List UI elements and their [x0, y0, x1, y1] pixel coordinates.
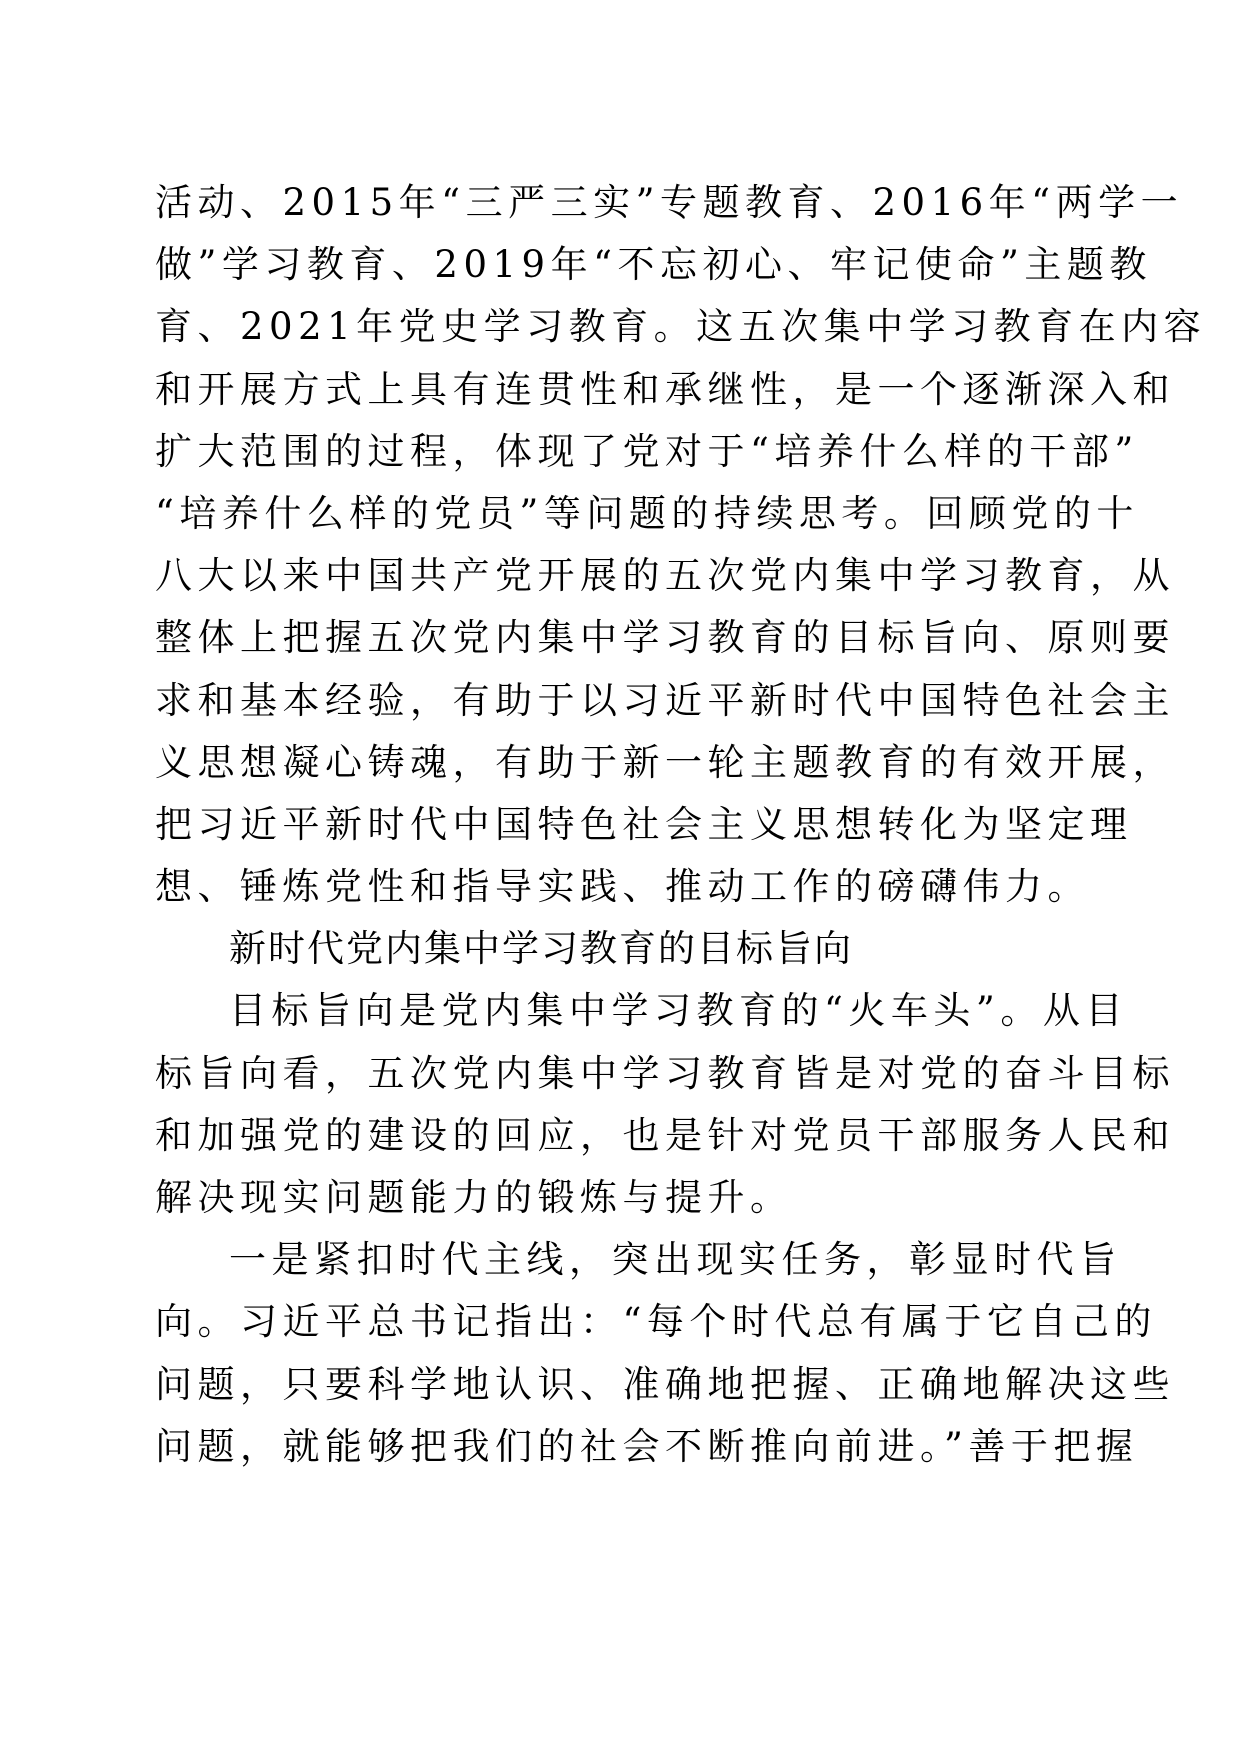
- text-line: 做”学习教育、2019年“不忘初心、牢记使命”主题教: [155, 243, 1152, 287]
- text-line: 目标旨向是党内集中学习教育的“火车头”。从目: [229, 989, 1128, 1033]
- text-line: 和开展方式上具有连贯性和承继性，是一个逐渐深入和: [155, 367, 1175, 411]
- section-heading: 新时代党内集中学习教育的目标旨向: [229, 927, 853, 971]
- paragraph-1: [155, 172, 1207, 918]
- text-line: 求和基本经验，有助于以习近平新时代中国特色社会主: [155, 678, 1175, 722]
- text-line: 和加强党的建设的回应，也是针对党员干部服务人民和: [155, 1113, 1175, 1157]
- text-line: 向。习近平总书记指出：“每个时代总有属于它自己的: [155, 1300, 1157, 1344]
- text-line: 整体上把握五次党内集中学习教育的目标旨向、原则要: [155, 616, 1175, 660]
- paragraph-2: [155, 980, 1175, 1229]
- paragraph-3: [155, 1229, 1175, 1478]
- text-line: 扩大范围的过程，体现了党对于“培养什么样的干部”: [155, 429, 1139, 473]
- text-line: 解决现实问题能力的锻炼与提升。: [155, 1176, 793, 1219]
- text-line: 义思想凝心铸魂，有助于新一轮主题教育的有效开展，: [155, 740, 1175, 784]
- text-line: 一是紧扣时代主线，突出现实任务，彰显时代旨: [229, 1238, 1122, 1282]
- text-line: 育、2021年党史学习教育。这五次集中学习教育在内容: [155, 305, 1207, 349]
- text-line: 把习近平新时代中国特色社会主义思想转化为坚定理: [155, 802, 1133, 846]
- text-line: 标旨向看，五次党内集中学习教育皆是对党的奋斗目标: [155, 1051, 1175, 1095]
- text-line: “培养什么样的党员”等问题的持续思考。回顾党的十: [155, 491, 1139, 535]
- text-line: 问题，只要科学地认识、准确地把握、正确地解决这些: [155, 1362, 1175, 1406]
- text-line: 想、锤炼党性和指导实践、推动工作的磅礴伟力。: [155, 865, 1090, 909]
- text-line: 问题，就能够把我们的社会不断推向前进。”善于把握: [155, 1424, 1139, 1468]
- text-line: 活动、2015年“三严三实”专题教育、2016年“两学一: [155, 181, 1184, 224]
- document-body: [155, 172, 1207, 1478]
- text-line: 八大以来中国共产党开展的五次党内集中学习教育，从: [155, 554, 1175, 598]
